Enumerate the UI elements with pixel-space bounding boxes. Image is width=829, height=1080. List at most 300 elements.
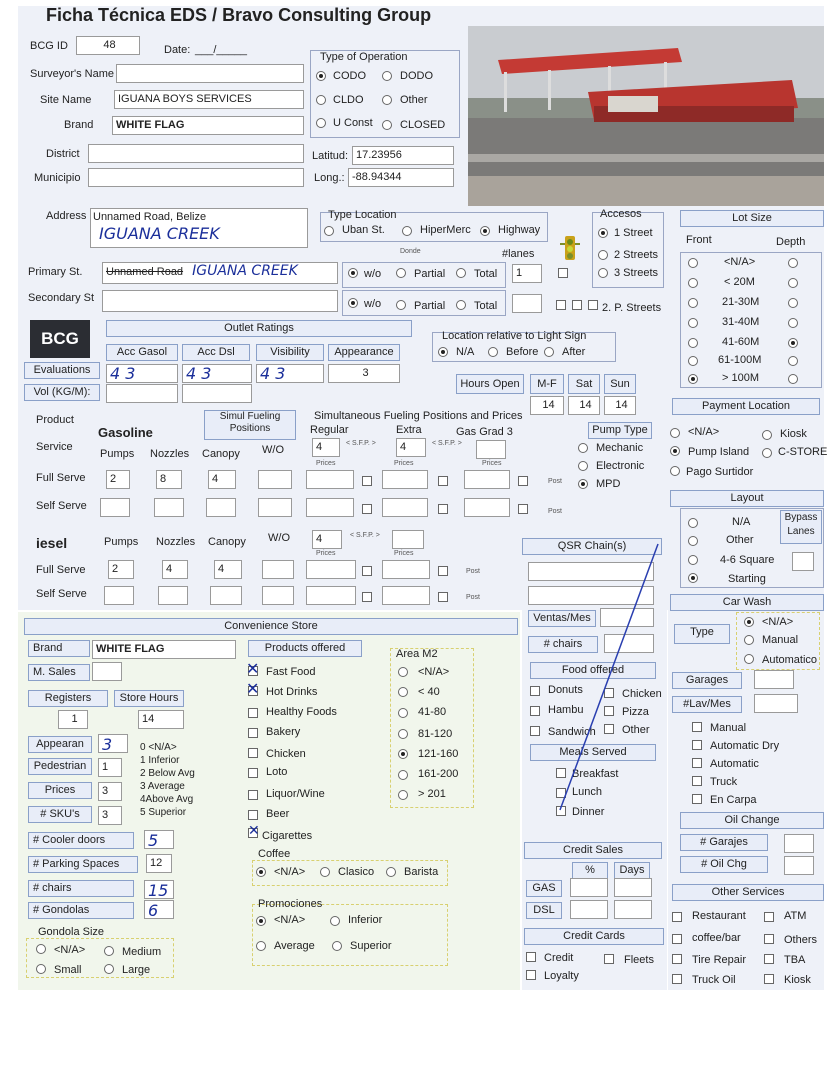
msales-label: M. Sales [28, 664, 90, 681]
hours-sat-header: Sat [568, 374, 600, 394]
convenience-store-title: Convenience Store [24, 618, 518, 635]
registers-label: Registers [28, 690, 108, 707]
pedestrian-field[interactable]: 1 [98, 758, 122, 777]
credit-dsl-pct[interactable] [570, 900, 608, 919]
appearance-store-field[interactable]: 3 [98, 734, 128, 753]
hambu-label: Hambu [548, 704, 584, 716]
acc-gasol-header: Acc Gasol [106, 344, 178, 361]
visibility-value[interactable]: 4 3 [256, 364, 324, 383]
secondary-total-label: Total [474, 300, 498, 312]
hipermerc-radio[interactable] [402, 226, 412, 236]
scale-1: 1 Inferior [140, 755, 180, 766]
lot-front-label: Front [686, 234, 712, 246]
secondary-lanes-field[interactable] [512, 294, 542, 313]
restaurant-check[interactable] [672, 912, 682, 922]
promo-average-radio[interactable] [256, 941, 266, 951]
oil-garajes-field[interactable] [784, 834, 814, 853]
dsl-wo-header: W/O [268, 532, 290, 544]
two-streets-radio[interactable] [598, 250, 608, 260]
longitude-field[interactable]: -88.94344 [348, 168, 454, 187]
dsl-self-wo[interactable] [262, 586, 294, 605]
lot-size-label: 41-60M [722, 336, 760, 348]
extra-prices: Prices [394, 460, 414, 467]
layout-square-radio[interactable] [688, 555, 698, 565]
layout-other-radio[interactable] [688, 536, 698, 546]
area-201-label: > 201 [418, 788, 446, 800]
dodo-label: DODO [400, 70, 433, 82]
credit-days-label: Days [614, 862, 650, 879]
lot-front-radio-4[interactable] [688, 338, 698, 348]
dsl-canopy-header: Canopy [208, 536, 246, 548]
payment-cstore-label: C-STORE [778, 446, 828, 458]
credit-dsl-label: DSL [526, 902, 562, 919]
coffee-bar-label: coffee/bar [692, 932, 741, 944]
hours-mf-header: M-F [530, 374, 564, 394]
beer-label: Beer [266, 808, 290, 820]
other-op-radio[interactable] [382, 95, 392, 105]
area-120-radio[interactable] [398, 729, 408, 739]
urban-radio[interactable] [324, 226, 334, 236]
urban-label: Uban St. [342, 224, 385, 236]
primary-st-label: Primary St. [28, 266, 83, 278]
payment-title: Payment Location [672, 398, 820, 415]
latitude-label: Latitud: [312, 150, 349, 162]
one-street-radio[interactable] [598, 228, 608, 238]
cw-carpa-label: En Carpa [710, 794, 757, 806]
area-120-label: 81-120 [418, 728, 453, 740]
beer-check[interactable] [248, 810, 258, 820]
loyalty-check[interactable] [526, 970, 536, 980]
gas-self-grad-check[interactable] [518, 504, 528, 514]
loto-label: Loto [266, 766, 288, 778]
lot-depth-radio-3[interactable] [788, 318, 798, 328]
store-brand-label: Brand [28, 640, 90, 657]
primary-wo-radio[interactable] [348, 268, 358, 278]
secondary-total-radio[interactable] [456, 300, 466, 310]
store-chairs-field[interactable]: 15 [144, 880, 174, 899]
extra-sfp: < S.F.P. > [432, 440, 462, 447]
area-title: Area M2 [396, 648, 438, 660]
acc-dsl-value[interactable]: 4 3 [182, 364, 252, 383]
area-160-radio[interactable] [398, 749, 408, 759]
gsize-small-radio[interactable] [36, 964, 46, 974]
dsl-full-serve-label: Full Serve [36, 564, 86, 576]
area-80-radio[interactable] [398, 708, 408, 718]
breakfast-label: Breakfast [572, 768, 619, 780]
coffee-clasico-radio[interactable] [320, 867, 330, 877]
primary-st-field[interactable] [102, 262, 338, 284]
gas-pumps-header: Pumps [100, 448, 135, 460]
pizza-label: Pizza [622, 706, 649, 718]
layout-starting-label: Starting [728, 573, 766, 585]
dsl-full-pumps[interactable]: 2 [108, 560, 134, 579]
gas-self-serve-label: Self Serve [36, 500, 87, 512]
area-40-radio[interactable] [398, 687, 408, 697]
skus-field[interactable]: 3 [98, 806, 122, 825]
payment-na-radio[interactable] [670, 428, 680, 438]
codo-label: CODO [333, 70, 366, 82]
vol-field[interactable] [106, 384, 178, 403]
lot-size-label: 21-30M [722, 296, 760, 308]
gas-self-regular[interactable] [306, 498, 354, 517]
lot-depth-radio-1[interactable] [788, 278, 798, 288]
address-field[interactable] [90, 208, 308, 248]
gas-self-pumps[interactable] [100, 498, 130, 517]
lav-mes-field[interactable] [754, 694, 798, 713]
bakery-check[interactable] [248, 728, 258, 738]
registers-field[interactable]: 1 [58, 710, 88, 729]
uconst-radio[interactable] [316, 118, 326, 128]
gas-full-wo[interactable] [258, 470, 292, 489]
lot-depth-radio-4[interactable] [788, 338, 798, 348]
municipio-label: Municipio [34, 172, 81, 184]
faded-label: Donde [400, 248, 421, 255]
gas-self-extra[interactable] [382, 498, 428, 517]
secondary-st-field[interactable] [102, 290, 338, 312]
light-sign-title: Location relative to Light Sign [442, 330, 587, 342]
store-hours-label: Store Hours [114, 690, 184, 707]
primary-partial-radio[interactable] [396, 268, 406, 278]
gsize-na-radio[interactable] [36, 944, 46, 954]
cw-auto-radio[interactable] [744, 654, 754, 664]
gas-full-grad-check[interactable] [518, 476, 528, 486]
secondary-check-2[interactable] [572, 300, 582, 310]
dsl-sfp-2[interactable] [392, 530, 424, 549]
food-offered-title: Food offered [530, 662, 656, 679]
cw-manual-radio[interactable] [744, 635, 754, 645]
prices-label: Prices [28, 782, 92, 799]
liquor-check[interactable] [248, 790, 258, 800]
promo-na-label: <N/A> [274, 914, 306, 926]
kiosk-label: Kiosk [784, 974, 811, 986]
gas-full-extra[interactable] [382, 470, 428, 489]
bakery-label: Bakery [266, 726, 301, 738]
longitude-label: Long.: [314, 172, 345, 184]
cooler-doors-field[interactable]: 5 [144, 830, 174, 849]
page-title: Ficha Técnica EDS / Bravo Consulting Group [46, 5, 432, 25]
district-field[interactable] [88, 144, 304, 163]
other-op-label: Other [400, 94, 428, 106]
closed-label: CLOSED [400, 119, 446, 131]
site-name-label: Site Name [40, 94, 92, 106]
cw-manual-check[interactable] [692, 722, 702, 732]
msales-field[interactable] [92, 662, 122, 681]
kiosk-check[interactable] [764, 974, 774, 984]
regular-sfp-value[interactable]: 4 [312, 438, 340, 457]
dsl-sfp: < S.F.P. > [350, 532, 380, 539]
promo-inferior-label: Inferior [348, 914, 383, 926]
lot-size-label: 31-40M [722, 316, 760, 328]
accesos-title: Accesos [600, 208, 642, 220]
secondary-st-label: Secondary St [28, 292, 95, 304]
hours-mf-value[interactable]: 14 [530, 396, 564, 415]
lot-front-radio-6[interactable] [688, 374, 698, 384]
atm-check[interactable] [764, 912, 774, 922]
hours-sun-header: Sun [604, 374, 636, 394]
dsl-self-check-1[interactable] [362, 592, 372, 602]
secondary-check-1[interactable] [556, 300, 566, 310]
promo-superior-label: Superior [350, 940, 392, 952]
hours-sat-value[interactable]: 14 [568, 396, 600, 415]
fleets-check[interactable] [604, 954, 614, 964]
lot-front-radio-0[interactable] [688, 258, 698, 268]
cw-manual-label: Manual [762, 634, 799, 646]
hours-sun-value[interactable]: 14 [604, 396, 636, 415]
light-after-radio[interactable] [544, 347, 554, 357]
light-before-label: Before [506, 346, 539, 358]
brand-field[interactable]: WHITE FLAG [112, 116, 304, 135]
closed-radio[interactable] [382, 120, 392, 130]
gas-full-extra-check[interactable] [438, 476, 448, 486]
dsl-pumps-header: Pumps [104, 536, 139, 548]
qsr-chairs-label: # chairs [528, 636, 598, 653]
promo-inferior-radio[interactable] [330, 916, 340, 926]
parking-field[interactable]: 12 [146, 854, 172, 873]
appearance-value[interactable]: 3 [328, 364, 400, 383]
cw-autodry-check[interactable] [692, 740, 702, 750]
lanes-label: #lanes [502, 248, 535, 260]
cigarettes-label: Cigarettes [262, 830, 313, 842]
lav-mes-label: #Lav/Mes [672, 696, 742, 713]
restaurant-label: Restaurant [692, 910, 746, 922]
cw-automatic-check[interactable] [692, 758, 702, 768]
coffee-barista-label: Barista [404, 866, 439, 878]
dsl-self-check-2[interactable] [438, 592, 448, 602]
dsl-sfp-value[interactable]: 4 [312, 530, 342, 549]
lot-front-radio-5[interactable] [688, 356, 698, 366]
bcg-id-label: BCG ID [30, 40, 68, 52]
lot-depth-radio-2[interactable] [788, 298, 798, 308]
dsl-self-extra[interactable] [382, 586, 430, 605]
dsl-full-canopy[interactable]: 4 [214, 560, 242, 579]
fast-food-label: Fast Food [266, 666, 316, 678]
coffee-barista-radio[interactable] [386, 867, 396, 877]
gas-full-regular-check[interactable] [362, 476, 372, 486]
lot-size-label: 61-100M [718, 354, 762, 366]
gsize-medium-label: Medium [122, 946, 162, 958]
tire-repair-check[interactable] [672, 954, 682, 964]
operation-title: Type of Operation [320, 51, 408, 63]
primary-st-handwritten: IGUANA CREEK [192, 263, 298, 279]
area-200-radio[interactable] [398, 770, 408, 780]
chicken-check[interactable] [248, 748, 258, 758]
dsl-self-regular[interactable] [306, 586, 356, 605]
gas-full-pumps[interactable]: 2 [106, 470, 130, 489]
vol-field-2[interactable] [182, 384, 252, 403]
payment-cstore-radio[interactable] [762, 448, 772, 458]
brand-label: Brand [64, 119, 94, 131]
dsl-prices-2: Prices [394, 550, 414, 557]
light-before-radio[interactable] [488, 347, 498, 357]
store-brand-field[interactable]: WHITE FLAG [92, 640, 236, 659]
gondolas-field[interactable]: 6 [144, 900, 174, 919]
dsl-full-wo[interactable] [262, 560, 294, 579]
dsl-self-pumps[interactable] [104, 586, 134, 605]
p-streets-check[interactable] [588, 300, 598, 310]
layout-na-radio[interactable] [688, 518, 698, 528]
pedestrian-label: Pedestrian [28, 758, 92, 775]
payment-na-label: <N/A> [688, 426, 720, 438]
surveyor-field[interactable] [116, 64, 304, 83]
gas-self-regular-check[interactable] [362, 504, 372, 514]
liquor-label: Liquor/Wine [266, 788, 325, 800]
gas-full-canopy[interactable]: 4 [208, 470, 236, 489]
fast-food-x: ✕ [246, 659, 260, 678]
layout-other-label: Other [726, 534, 754, 546]
site-name-field[interactable]: IGUANA BOYS SERVICES [114, 90, 304, 109]
evaluations-label: Evaluations [24, 362, 100, 379]
dodo-radio[interactable] [382, 71, 392, 81]
dsl-full-extra[interactable] [382, 560, 430, 579]
dsl-full-nozzles[interactable]: 4 [162, 560, 188, 579]
dsl-self-canopy[interactable] [210, 586, 242, 605]
codo-radio[interactable] [316, 71, 326, 81]
gas-full-regular[interactable] [306, 470, 354, 489]
store-hours-field[interactable]: 14 [138, 710, 184, 729]
cldo-radio[interactable] [316, 95, 326, 105]
two-streets-label: 2 Streets [614, 249, 659, 261]
bcg-id-field[interactable]: 48 [76, 36, 140, 55]
gas-self-extra-check[interactable] [438, 504, 448, 514]
credit-gas-days[interactable] [614, 878, 652, 897]
extra-sfp-value[interactable]: 4 [396, 438, 426, 457]
lot-depth-radio-6[interactable] [788, 374, 798, 384]
gas-full-nozzles[interactable]: 8 [156, 470, 182, 489]
three-streets-radio[interactable] [598, 268, 608, 278]
layout-starting-radio[interactable] [688, 573, 698, 583]
atm-label: ATM [784, 910, 807, 922]
tire-repair-label: Tire Repair [692, 954, 746, 966]
gas-self-canopy[interactable] [206, 498, 236, 517]
gas-self-nozzles[interactable] [154, 498, 184, 517]
healthy-foods-check[interactable] [248, 708, 258, 718]
lanes-field[interactable]: 1 [512, 264, 542, 283]
diesel-label: iesel [36, 535, 68, 551]
lanes-check[interactable] [558, 268, 568, 278]
acc-gasol-value[interactable]: 4 3 [106, 364, 178, 383]
dsl-self-post: Post [466, 594, 481, 601]
mechanic-label: Mechanic [596, 442, 644, 454]
credit-gas-pct[interactable] [570, 878, 608, 897]
car-wash-title: Car Wash [670, 594, 824, 611]
coffee-title: Coffee [258, 848, 291, 860]
promo-title: Promociones [258, 898, 323, 910]
area-160-label: 121-160 [418, 748, 459, 760]
district-label: District [46, 148, 80, 160]
promo-na-radio[interactable] [256, 916, 266, 926]
primary-total-radio[interactable] [456, 268, 466, 278]
bypass-lanes-field[interactable] [792, 552, 814, 571]
address-value: Unnamed Road, Belize [93, 211, 207, 223]
area-201-radio[interactable] [398, 790, 408, 800]
regular-header: Regular [310, 424, 349, 436]
gas-self-wo[interactable] [258, 498, 292, 517]
dsl-full-regular[interactable] [306, 560, 356, 579]
dsl-self-nozzles[interactable] [158, 586, 188, 605]
lot-front-radio-2[interactable] [688, 298, 698, 308]
simul-title: Simultaneous Fueling Positions and Prices [314, 410, 523, 422]
electronic-label: Electronic [596, 460, 645, 472]
payment-pump-radio[interactable] [670, 446, 680, 456]
credit-check[interactable] [526, 952, 536, 962]
other-services-title: Other Services [672, 884, 824, 901]
dsl-nozzles-header: Nozzles [156, 536, 196, 548]
appearance-header: Appearance [328, 344, 400, 361]
dsl-full-check-1[interactable] [362, 566, 372, 576]
coffee-na-radio[interactable] [256, 867, 266, 877]
mechanic-radio[interactable] [578, 443, 588, 453]
payment-kiosk-radio[interactable] [762, 430, 772, 440]
lot-depth-radio-5[interactable] [788, 356, 798, 366]
gas-full-post: Post [548, 478, 563, 485]
primary-wo-label: w/o [364, 268, 382, 280]
lot-depth-radio-0[interactable] [788, 258, 798, 268]
garages-field[interactable] [754, 670, 794, 689]
cw-truck-check[interactable] [692, 776, 702, 786]
tba-check[interactable] [764, 954, 774, 964]
latitude-field[interactable]: 17.23956 [352, 146, 454, 165]
gas-grad-sfp[interactable] [476, 440, 506, 459]
lot-front-radio-3[interactable] [688, 318, 698, 328]
date-label: Date: [164, 44, 191, 56]
area-na-radio[interactable] [398, 667, 408, 677]
others-check[interactable] [764, 934, 774, 944]
lot-front-radio-1[interactable] [688, 278, 698, 288]
qsr-strike-mark [530, 540, 670, 823]
cw-na-radio[interactable] [744, 617, 754, 627]
truck-oil-check[interactable] [672, 974, 682, 984]
credit-sales-title: Credit Sales [524, 842, 662, 859]
gsize-medium-radio[interactable] [104, 946, 114, 956]
secondary-wo-radio[interactable] [348, 298, 358, 308]
gas-full-grad[interactable] [464, 470, 510, 489]
qsr-title: QSR Chain(s) [522, 538, 662, 555]
lot-size-label: < 20M [724, 276, 755, 288]
gas-self-grad[interactable] [464, 498, 510, 517]
municipio-field[interactable] [88, 168, 304, 187]
p-streets-label: 2. P. Streets [602, 302, 662, 314]
secondary-partial-label: Partial [414, 300, 446, 312]
promo-superior-radio[interactable] [332, 941, 342, 951]
credit-dsl-days[interactable] [614, 900, 652, 919]
pump-type-title: Pump Type [588, 422, 652, 439]
prices-field[interactable]: 3 [98, 782, 122, 801]
dsl-full-check-2[interactable] [438, 566, 448, 576]
hot-drinks-x: ✕ [246, 679, 260, 698]
mpd-radio[interactable] [578, 479, 588, 489]
electronic-radio[interactable] [578, 461, 588, 471]
gas-nozzles-header: Nozzles [150, 448, 190, 460]
gsize-large-radio[interactable] [104, 964, 114, 974]
highway-radio[interactable] [480, 226, 490, 236]
oil-chg-field[interactable] [784, 856, 814, 875]
light-na-radio[interactable] [438, 347, 448, 357]
cw-carpa-check[interactable] [692, 794, 702, 804]
payment-surtidor-radio[interactable] [670, 466, 680, 476]
area-200-label: 161-200 [418, 768, 459, 780]
payment-kiosk-label: Kiosk [780, 428, 807, 440]
date-field[interactable]: ___/_____ [195, 44, 247, 56]
chicken-qsr-label: Chicken [622, 688, 662, 700]
dsl-self-serve-label: Self Serve [36, 588, 87, 600]
coffee-bar-check[interactable] [672, 934, 682, 944]
cw-automatic-label: Automatic [710, 758, 759, 770]
regular-sfp: < S.F.P. > [346, 440, 376, 447]
loto-check[interactable] [248, 768, 258, 778]
gas-grad-header: Gas Grad 3 [456, 426, 513, 438]
scale-3: 3 Average [140, 781, 185, 792]
secondary-partial-radio[interactable] [396, 300, 406, 310]
